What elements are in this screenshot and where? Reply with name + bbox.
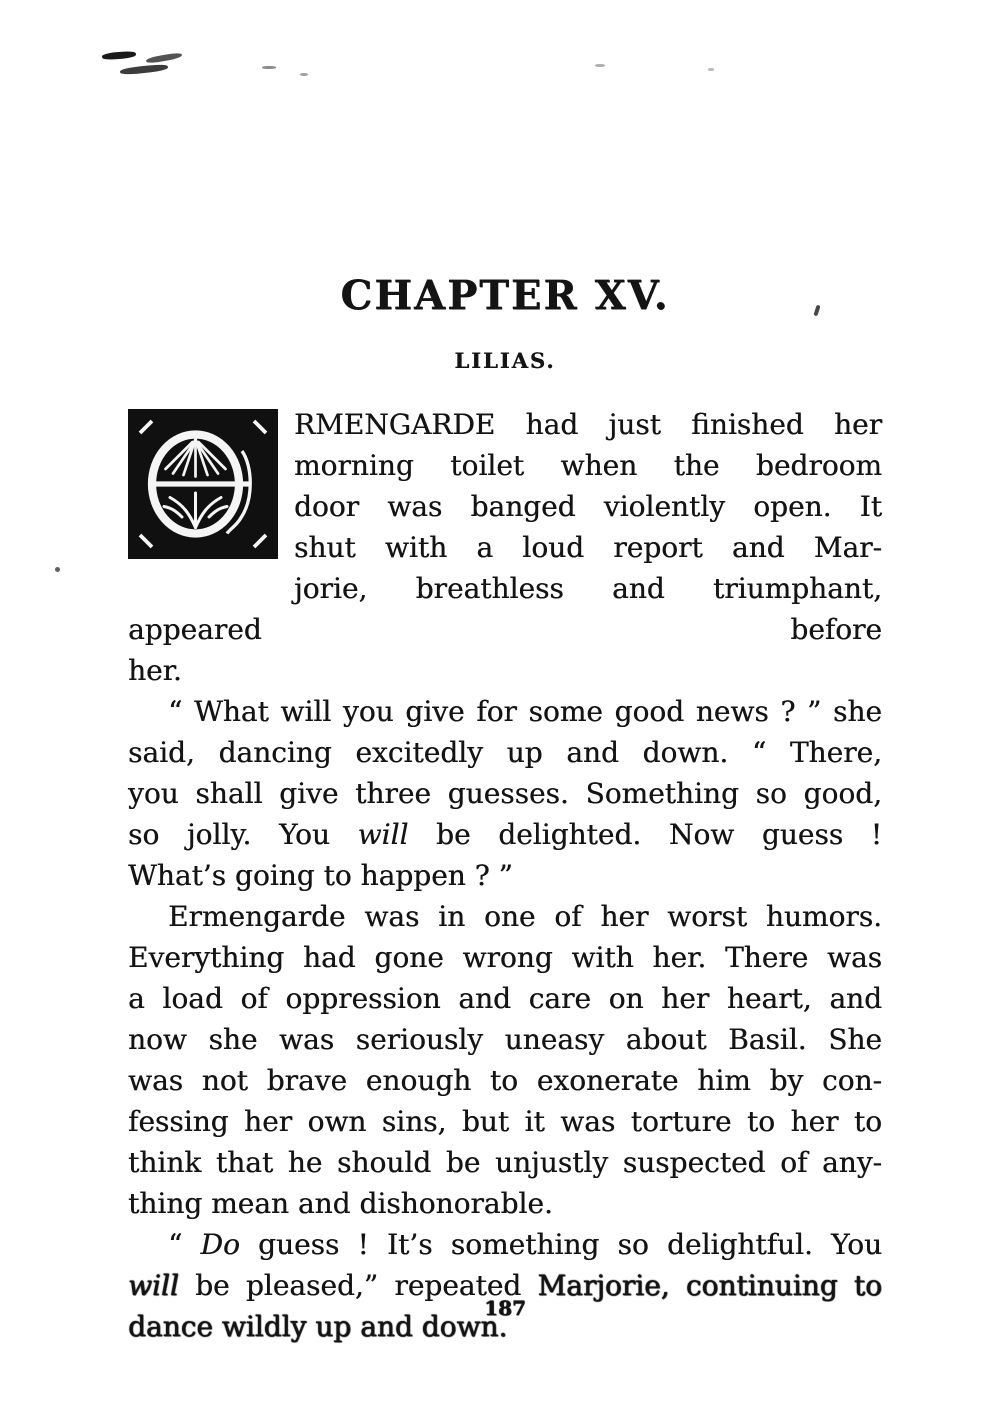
section-title: LILIAS.: [454, 348, 556, 373]
text-segment: dance wildly up and down.: [128, 1310, 508, 1343]
ornamental-initial-icon: [128, 409, 278, 559]
ink-smudge: [102, 51, 136, 61]
ink-smudge: [262, 66, 276, 69]
text-segment: Ermengarde was in one of her worst humors.: [168, 900, 882, 933]
page-number: 187: [484, 1296, 526, 1320]
text-line: [128, 1019, 882, 1060]
text-line: [128, 814, 882, 855]
text-segment: now she was seriously uneasy about Basil. She: [128, 1023, 882, 1056]
ink-smudge: [595, 64, 605, 67]
ink-smudge: [146, 52, 182, 64]
ink-smudge: [300, 73, 308, 76]
text-segment: “: [168, 1228, 201, 1261]
paragraph: [128, 691, 882, 896]
text-line: [128, 1183, 882, 1224]
text-segment: RMENGARDE had just finished her: [294, 408, 882, 441]
paragraph: [128, 896, 882, 1224]
text-segment: Do: [200, 1228, 240, 1261]
text-segment: her.: [128, 654, 182, 687]
text-line: [128, 978, 882, 1019]
text-line: [128, 937, 882, 978]
ink-smudge: [708, 68, 714, 71]
text-segment: thing mean and dishonorable.: [128, 1187, 553, 1220]
text-segment: so jolly. You: [128, 818, 358, 851]
paragraph: [128, 1224, 882, 1347]
text-line: [128, 1142, 882, 1183]
text-segment: a load of oppression and care on her heart, and: [128, 982, 882, 1015]
text-line: [128, 1060, 882, 1101]
text-line: [128, 691, 882, 732]
text-segment: think that he should be unjustly suspected of any-: [128, 1146, 882, 1179]
text-line: [128, 896, 882, 937]
text-segment: What’s going to happen ? ”: [128, 859, 513, 892]
text-segment: fessing her own sins, but it was torture to her to: [128, 1105, 882, 1138]
text-segment: will: [357, 818, 409, 851]
text-segment: you shall give three guesses. Something so good,: [128, 777, 882, 810]
text-line: [128, 568, 882, 650]
ink-speck: [55, 567, 60, 572]
text-segment: guess ! It’s something so delightful. You: [239, 1228, 882, 1261]
chapter-title: CHAPTER XV.: [340, 272, 670, 319]
text-segment: Everything had gone wrong with her. There was: [128, 941, 882, 974]
text-segment: said, dancing excitedly up and down. “ There,: [128, 736, 882, 769]
text-segment: shut with a loud report and Mar-: [294, 531, 882, 564]
text-segment: Marjorie, continuing to: [537, 1269, 882, 1302]
text-line: [128, 732, 882, 773]
text-segment: was not brave enough to exonerate him by con-: [128, 1064, 882, 1097]
text-segment: “ What will you give for some good news ? ” she: [168, 695, 882, 728]
text-line: [128, 855, 882, 896]
text-segment: morning toilet when the bedroom: [294, 449, 882, 482]
text-segment: jorie, breathless and triumphant, appeared before: [128, 572, 882, 646]
text-line: [128, 1101, 882, 1142]
drop-cap-initial-e: [128, 409, 278, 559]
ink-smudge: [120, 64, 168, 76]
body-text: [128, 404, 882, 1347]
text-segment: will: [128, 1269, 179, 1302]
text-line: [128, 1224, 882, 1265]
paragraph: [128, 404, 882, 691]
text-segment: door was banged violently open. It: [294, 490, 882, 523]
text-line: [128, 773, 882, 814]
text-segment: be pleased,” repeated: [178, 1269, 538, 1302]
text-segment: be delighted. Now guess !: [408, 818, 882, 851]
text-line: [128, 650, 882, 691]
